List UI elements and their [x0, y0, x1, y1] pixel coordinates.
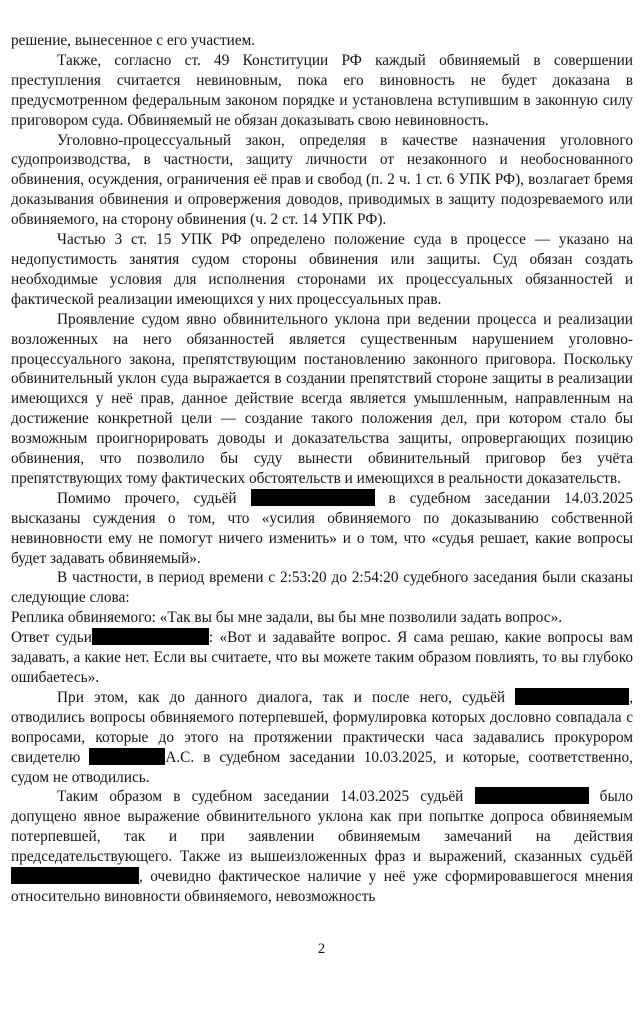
text-span: При этом, как до данного диалога, так и после него, судьёй	[57, 688, 506, 706]
redaction-block	[475, 787, 589, 804]
paragraph: Проявление судом явно обвинительного уклона при ведении процесса и реализации возложенных на него обязанностей является существенным нарушением уголовно-процессуального закона, препятствующим постановлению законного приговора. Поскольку обвинительный уклон суда выражается в создании препятствий стороне защиты в реализации имеющихся у неё прав, данное действие всегда является умышленным, направленным на достижение конкретной цели — создание такого положения дел, при котором стало бы возможным проигнорировать доводы и доказательства защиты, опровергающих позицию обвинения, что позволило бы суду вынести обвинительный приговор без учёта препятствующих тому фактических обстоятельств и имеющихся в реальности доказательств.	[11, 310, 633, 487]
text-span: : «Вот и задавайте вопрос. Я сама решаю, какие вопросы вам задавать, а какие нет. Если вы считаете, что вы можете таким образом повлиять, то вы глубоко ошибаетесь».	[11, 629, 633, 686]
redaction-block	[92, 628, 209, 645]
text-span: Помимо прочего, судьёй	[57, 489, 237, 507]
text-span: было допущено явное выражение обвинительного уклона как при попытке допроса обвиняемым потерпевшей, так и при заявлении обвиняемым замечаний на действия председательствующего. Также из вышеизложенных фраз и выражений, сказанных судьёй	[11, 788, 634, 866]
text-span: , отводились вопросы обвиняемого потерпевшей, формулировка которых дословно совпадала с вопросами, которые до этого на протяжении практически часа задавались прокурором свидетелю	[11, 688, 634, 766]
paragraph	[11, 688, 633, 788]
redaction-block	[251, 489, 375, 506]
paragraph: Уголовно-процессуальный закон, определяя в качестве назначения уголовного судопроизводства, в частности, защиту личности от незаконного и необоснованного обвинения, осуждения, ограничения её прав и свобод (п. 2 ч. 1 ст. 6 УПК РФ), возлагает бремя доказывания обвинения и опровержения доводов, приводимых в защиту подозреваемого или обвиняемого, на сторону обвинения (ч. 2 ст. 14 УПК РФ).	[11, 131, 633, 229]
paragraph: В частности, в период времени с 2:53:20 до 2:54:20 судебного заседания были сказаны следующие слова:	[11, 569, 633, 607]
paragraph: Также, согласно ст. 49 Конституции РФ каждый обвиняемый в совершении преступления считается невиновным, пока его виновность не будет доказана в предусмотренном федеральным законом порядке и установлена вступившим в законную силу приговором суда. Обвиняемый не обязан доказывать свою невиновность.	[11, 51, 633, 129]
paragraph: решение, вынесенное с его участием.	[11, 32, 256, 49]
page-number: 2	[317, 941, 326, 957]
document-body	[11, 31, 633, 907]
paragraph: Реплика обвиняемого: «Так вы бы мне задали, вы бы мне позволили задать вопрос».	[11, 609, 563, 627]
paragraph	[11, 489, 633, 569]
redaction-block	[89, 748, 165, 765]
paragraph: Частью 3 ст. 15 УПК РФ определено положение суда в процессе — указано на недопустимость занятия судом стороны обвинения или защиты. Суд обязан создать необходимые условия для исполнения сторонами их процессуальных обязанностей и фактической реализации имеющихся у них процессуальных прав.	[11, 231, 633, 308]
text-span: А.С. в судебном заседании 10.03.2025, и которые, соответственно, судом не отводились.	[11, 748, 633, 786]
paragraph	[11, 787, 633, 906]
text-span: , очевидно фактическое наличие у неё уже сформировавшегося мнения относительно виновности обвиняемого, невозможность	[11, 868, 633, 905]
text-span: Ответ судьи	[11, 629, 92, 647]
redaction-block	[515, 688, 629, 705]
text-span: в судебном заседании 14.03.2025 высказаны суждения о том, что «усилия обвиняемого по доказыванию собственной невиновности ему не помогут ничего изменить» и о том, что «судья решает, какие вопросы будет задавать обвиняемый».	[11, 489, 633, 567]
text-span: Таким образом в судебном заседании 14.03.2025 судьёй	[57, 788, 464, 806]
redaction-block	[11, 867, 139, 884]
paragraph	[11, 628, 633, 688]
